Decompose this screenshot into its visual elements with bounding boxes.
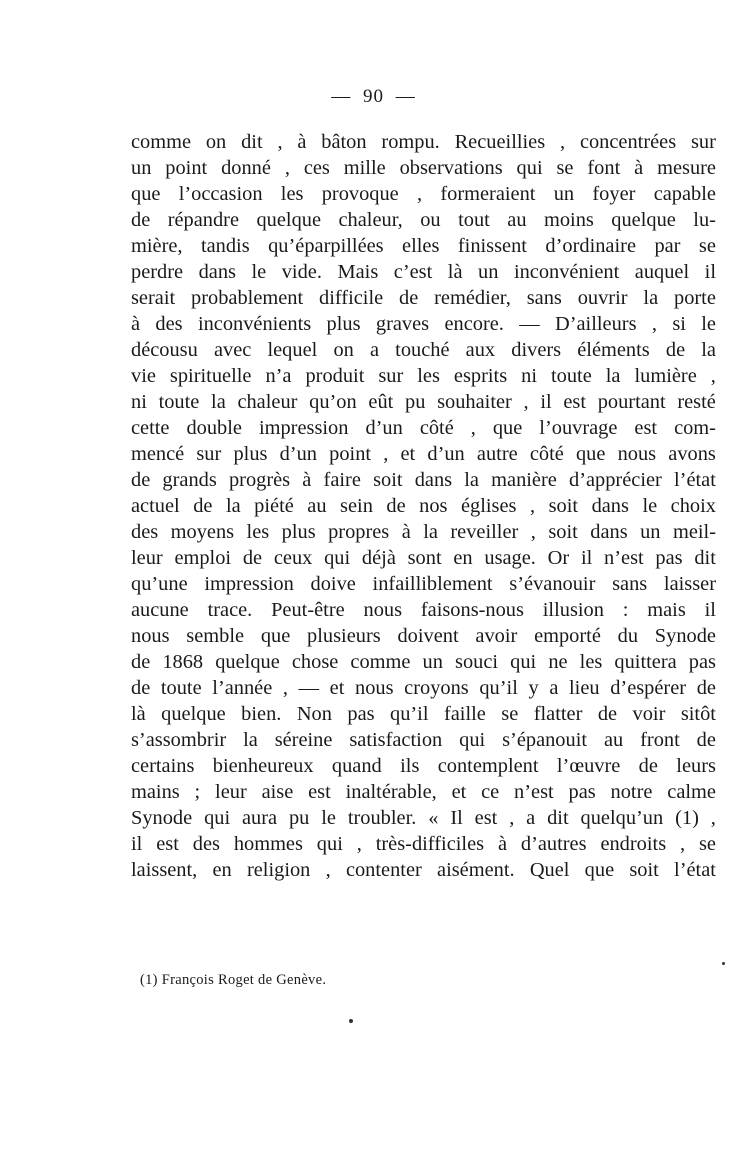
text-line: il est des hommes qui , très-difficiles à d’autres endroits , se [131, 833, 716, 855]
text-line: qu’une impression doive infailliblement s’évanouir sans laisser [131, 573, 716, 595]
text-line: ni toute la chaleur qu’on eût pu souhaiter , il est pourtant resté [131, 391, 716, 413]
text-line: mencé sur plus d’un point , et d’un autre côté que nous avons [131, 443, 716, 465]
text-line: un point donné , ces mille observations qui se font à mesure [131, 157, 716, 179]
text-line: que l’occasion les provoque , formeraient un foyer capable [131, 183, 716, 205]
text-line: décousu avec lequel on a touché aux divers éléments de la [131, 339, 716, 361]
text-line: comme on dit , à bâton rompu. Recueillies , concentrées sur [131, 131, 716, 153]
text-line: de répandre quelque chaleur, ou tout au moins quelque lu- [131, 209, 716, 231]
text-line: s’assombrir la séreine satisfaction qui s’épanouit au front de [131, 729, 716, 751]
text-line: certains bienheureux quand ils contemplent l’œuvre de leurs [131, 755, 716, 777]
text-line: nous semble que plusieurs doivent avoir emporté du Synode [131, 625, 716, 647]
text-line: perdre dans le vide. Mais c’est là un inconvénient auquel il [131, 261, 716, 283]
text-line: mière, tandis qu’éparpillées elles finissent d’ordinaire par se [131, 235, 716, 257]
body-text [131, 129, 716, 883]
text-line: mains ; leur aise est inaltérable, et ce n’est pas notre calme [131, 781, 716, 803]
text-line: de 1868 quelque chose comme un souci qui ne les quittera pas [131, 651, 716, 673]
text-line: cette double impression d’un côté , que l’ouvrage est com- [131, 417, 716, 439]
page-number: 90 [363, 86, 384, 107]
page-number-dash-left: — [331, 86, 352, 107]
text-line: de grands progrès à faire soit dans la manière d’apprécier l’état [131, 469, 716, 491]
text-line: serait probablement difficile de remédier, sans ouvrir la porte [131, 287, 716, 309]
footnote: (1) François Roget de Genève. [140, 972, 327, 988]
ink-speck [722, 962, 725, 965]
text-line: des moyens les plus propres à la reveiller , soit dans un meil- [131, 521, 716, 543]
text-line: de toute l’année , — et nous croyons qu’il y a lieu d’espérer de [131, 677, 716, 699]
page-number-dash-right: — [395, 86, 416, 107]
page-number-header [0, 86, 747, 108]
text-line: aucune trace. Peut-être nous faisons-nous illusion : mais il [131, 599, 716, 621]
text-line: à des inconvénients plus graves encore. — D’ailleurs , si le [131, 313, 716, 335]
text-line: laissent, en religion , contenter aisément. Quel que soit l’état [131, 859, 716, 881]
ink-speck [349, 1019, 353, 1023]
text-line: là quelque bien. Non pas qu’il faille se flatter de voir sitôt [131, 703, 716, 725]
text-line: leur emploi de ceux qui déjà sont en usage. Or il n’est pas dit [131, 547, 716, 569]
text-line: Synode qui aura pu le troubler. « Il est , a dit quelqu’un (1) , [131, 807, 716, 829]
text-line: vie spirituelle n’a produit sur les esprits ni toute la lumière , [131, 365, 716, 387]
text-line: actuel de la piété au sein de nos églises , soit dans le choix [131, 495, 716, 517]
